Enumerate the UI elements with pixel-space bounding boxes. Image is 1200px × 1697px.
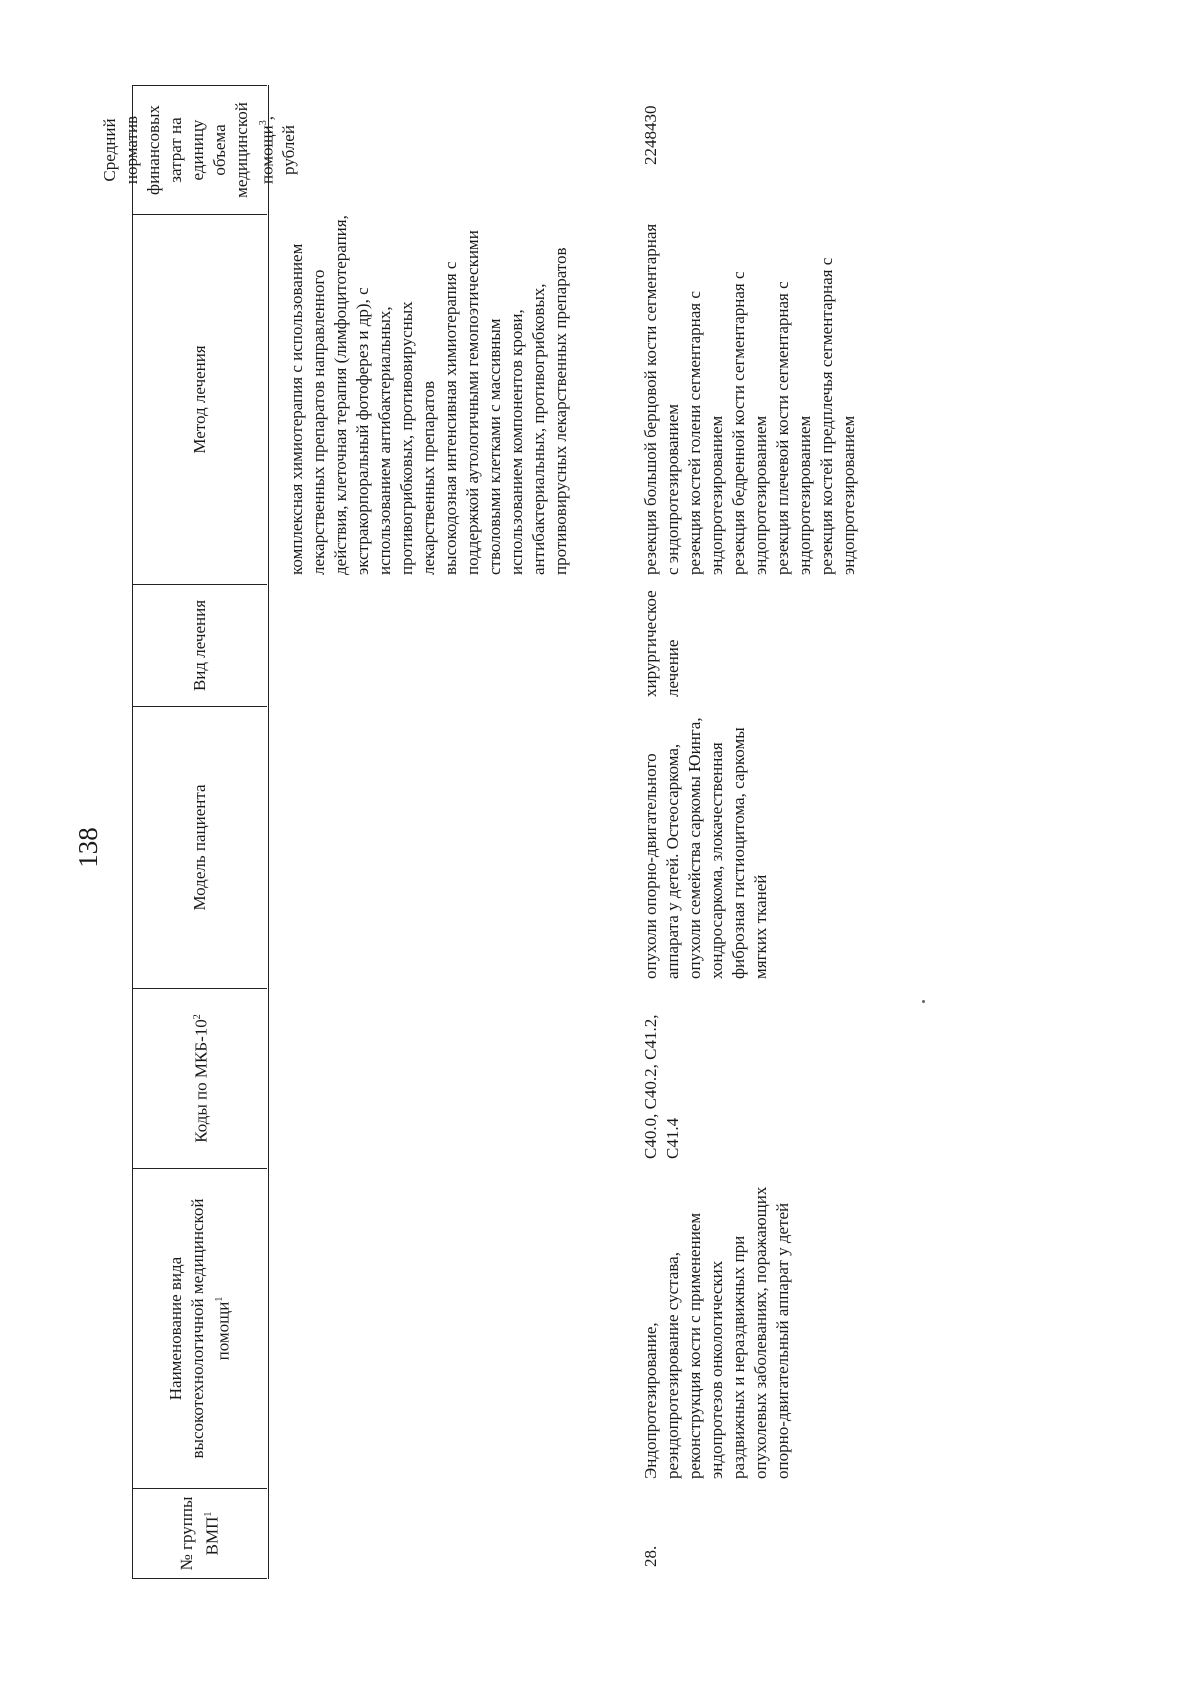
- header-icd-codes: Коды по МКБ-$10^2$: [132, 989, 267, 1169]
- header-treatment-method: Метод лечения: [132, 215, 267, 585]
- row-number: 28.: [641, 1545, 660, 1567]
- scan-speck: [922, 1000, 925, 1003]
- method-text: комплексная химиотерапия с использованием лекарственных препаратов направленного действия, клеточная терапия (лимфоцитотерапия, экстракорпоральный фотоферез и др), с использованием антибактериальных, противогрибковых, противовирусных лекарственных препаратов: [287, 215, 438, 575]
- header-patient-model: Модель пациента: [132, 707, 267, 989]
- method-text: высокодозная интенсивная химиотерапия с поддержкой аутологичными гемопоэтическими стволовыми клетками с массивным использованием компонентов крови, антибактериальных, противогрибковых, противовирусных лекарственных препаратов: [441, 230, 570, 575]
- row-icd-codes: C40.0, C40.2, C41.2, C41.4: [641, 1014, 682, 1159]
- row-patient-model: опухоли опорно-двигательного аппарата у детей. Остеосаркома, опухоли семейства саркомы Юинга, хондросаркома, злокачественная фиброзная гистиоцитома, саркомы мягких тканей: [641, 717, 770, 979]
- method-text: резекция костей предплечья сегментарная с эндопротезированием: [817, 257, 858, 575]
- continued-methods: [286, 215, 572, 575]
- row-treatment-type: хирургическое лечение: [641, 590, 682, 697]
- row-cost: 2248430: [641, 105, 660, 165]
- header-cost-norm: Средний норматив финансовых затрат на единицу объема медицинской помощи$^3$, рублей: [132, 85, 267, 215]
- header-group-number: № группы ВМП$^1$: [132, 1489, 267, 1579]
- method-text: резекция костей голени сегментарная с эндопротезированием: [685, 291, 726, 575]
- method-text: резекция бедренной кости сегментарная с эндопротезированием: [729, 271, 770, 575]
- header-border: [132, 85, 269, 1579]
- row-vmp-name: Эндопротезирование, реэндопротезирование сустава, реконструкция кости с применением эндопротезов онкологических раздвижных и нераздвижных при опухолевых заболеваниях, поражающих опорно-двигательный аппарат у детей: [641, 1186, 792, 1479]
- method-text: резекция большой берцовой кости сегментарная с эндопротезированием: [641, 223, 682, 575]
- row-methods: [640, 215, 860, 575]
- header-vmp-name: Наименование вида высокотехнологичной медицинской помощи$^1$: [132, 1169, 267, 1489]
- header-treatment-type: Вид лечения: [132, 585, 267, 707]
- page-number: 138: [72, 827, 103, 868]
- method-text: резекция плечевой кости сегментарная с эндопротезированием: [773, 281, 814, 575]
